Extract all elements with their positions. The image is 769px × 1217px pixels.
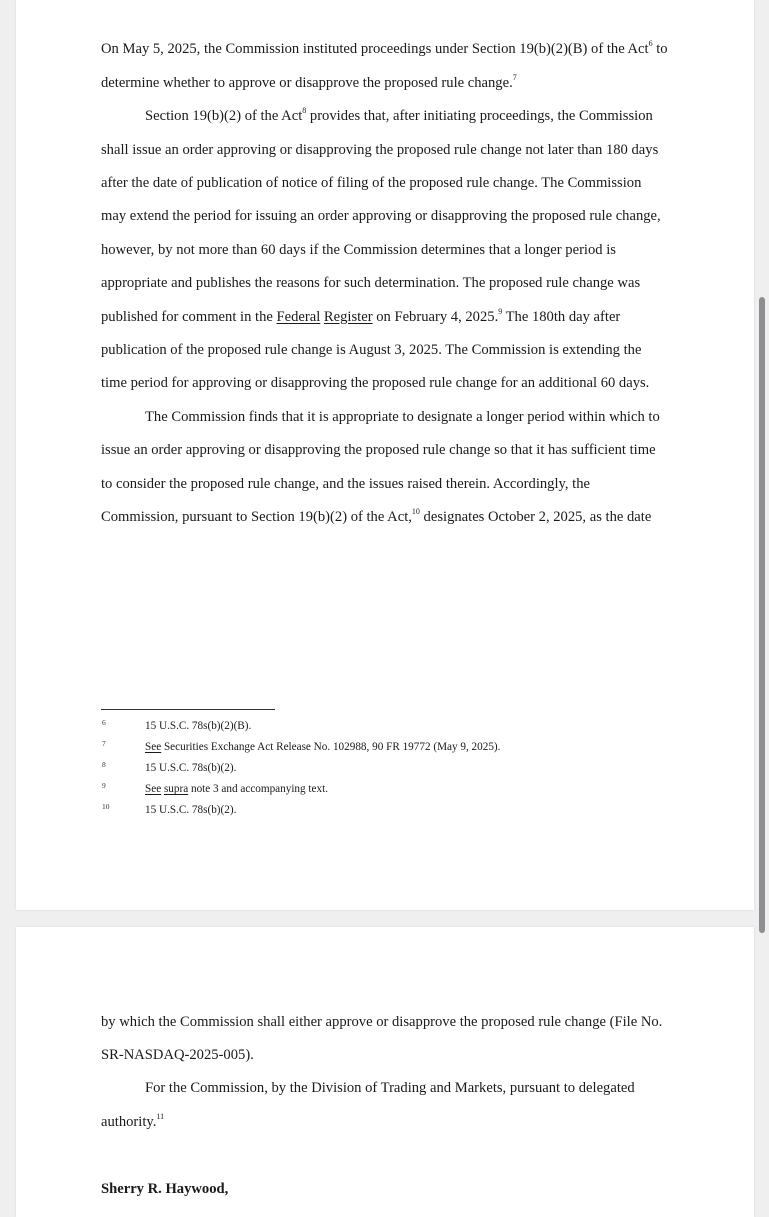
body-line: determine whether to approve or disapprove the proposed rule change.$^7$ xyxy=(101,73,517,91)
body-line: to consider the proposed rule change, and the issues raised therein. Accordingly, the xyxy=(101,476,591,492)
body-line: For the Commission, by the Division of Trading and Markets, pursuant to delegated xyxy=(145,1080,635,1096)
body-line: by which the Commission shall either approve or disapprove the proposed rule change (File No. xyxy=(101,1014,663,1030)
document-page-1 xyxy=(16,0,754,910)
signature-name: Sherry R. Haywood, xyxy=(101,1181,229,1197)
footnote-divider xyxy=(101,709,275,710)
body-line: published for comment in the Federal Register on February 4, 2025.$^9$ The 180th day after xyxy=(101,307,621,325)
body-line: Commission, pursuant to Section 19(b)(2) of the Act,$^{10}$ designates October 2, 2025, as the date xyxy=(101,507,652,525)
footnote-text: See supra note 3 and accompanying text. xyxy=(145,783,328,795)
body-line: after the date of publication of notice of filing of the proposed rule change. The Commission xyxy=(101,175,642,191)
scrollbar-thumb[interactable] xyxy=(759,297,765,933)
body-line: Section 19(b)(2) of the Act$^8$ provides that, after initiating proceedings, the Commission xyxy=(145,106,653,124)
footnote-ref[interactable]: 6 xyxy=(648,39,653,48)
footnote-number: 10 xyxy=(102,802,110,811)
footnote-text: 15 U.S.C. 78s(b)(2)(B). xyxy=(145,720,252,732)
body-line: SR-NASDAQ-2025-005). xyxy=(101,1047,254,1063)
footnote-ref[interactable]: 9 xyxy=(498,307,503,316)
footnote-ref[interactable]: 8 xyxy=(302,106,307,115)
body-line: authority.$^{11}$ xyxy=(101,1112,165,1130)
body-line: appropriate and publishes the reasons for such determination. The proposed rule change was xyxy=(101,275,641,291)
body-line: time period for approving or disapproving the proposed rule change for an additional 60 days. xyxy=(101,375,650,391)
body-line: The Commission finds that it is appropriate to designate a longer period within which to xyxy=(145,409,660,425)
body-line: On May 5, 2025, the Commission instituted proceedings under Section 19(b)(2)(B) of the Act$^6$ to xyxy=(101,39,668,57)
footnote-number: 9 xyxy=(102,781,106,790)
body-line: may extend the period for issuing an order approving or disapproving the proposed rule change, xyxy=(101,208,661,224)
body-line: publication of the proposed rule change is August 3, 2025. The Commission is extending the xyxy=(101,342,642,358)
footnote-text: See Securities Exchange Act Release No. 102988, 90 FR 19772 (May 9, 2025). xyxy=(145,741,501,753)
footnote-text: 15 U.S.C. 78s(b)(2). xyxy=(145,762,237,774)
footnote-ref[interactable]: 7 xyxy=(512,73,517,82)
footnote-number: 7 xyxy=(102,739,106,748)
body-line: issue an order approving or disapproving the proposed rule change so that it has sufficient time xyxy=(101,442,656,458)
footnote-number: 6 xyxy=(102,718,106,727)
footnote-ref[interactable]: 10 xyxy=(411,507,420,516)
body-line: however, by not more than 60 days if the Commission determines that a longer period is xyxy=(101,242,616,258)
body-line: shall issue an order approving or disapproving the proposed rule change not later than 180 days xyxy=(101,142,659,158)
footnote-text: 15 U.S.C. 78s(b)(2). xyxy=(145,804,237,816)
footnote-number: 8 xyxy=(102,760,106,769)
footnote-ref[interactable]: 11 xyxy=(156,1112,165,1121)
document-page-2 xyxy=(16,927,754,1217)
